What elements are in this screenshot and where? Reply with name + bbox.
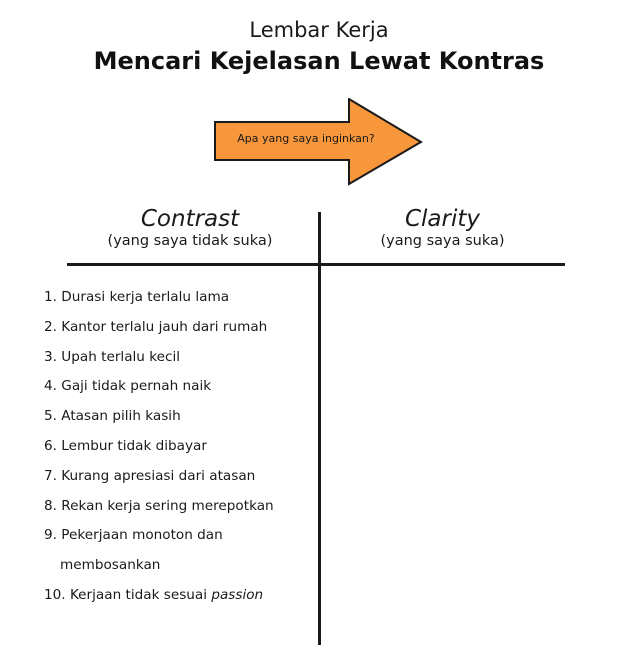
list-item: 9. Pekerjaan monoton dan bbox=[44, 527, 223, 544]
table-vertical-divider bbox=[318, 212, 321, 645]
page-title: Mencari Kejelasan Lewat Kontras bbox=[93, 47, 545, 75]
list-item: 4. Gaji tidak pernah naik bbox=[44, 378, 212, 395]
list-item-continuation: membosankan bbox=[60, 557, 161, 574]
list-item: 7. Kurang apresiasi dari atasan bbox=[44, 467, 256, 484]
list-item: 6. Lembur tidak dibayar bbox=[44, 437, 207, 454]
clarity-column-header bbox=[325, 206, 560, 249]
contrast-heading: Contrast bbox=[140, 206, 240, 232]
list-item-emphasis: passion bbox=[211, 586, 264, 603]
list-item-text: 10. Kerjaan tidak sesuai bbox=[44, 586, 212, 603]
list-item: 2. Kantor terlalu jauh dari rumah bbox=[44, 318, 268, 335]
list-item: 8. Rekan kerja sering merepotkan bbox=[44, 497, 274, 514]
clarity-heading: Clarity bbox=[404, 206, 481, 232]
worksheet-subtitle: Lembar Kerja bbox=[249, 18, 389, 42]
contrast-list bbox=[44, 288, 274, 616]
list-item: 3. Upah terlalu kecil bbox=[44, 348, 181, 365]
table-horizontal-divider bbox=[67, 263, 565, 266]
list-item: 1. Durasi kerja terlalu lama bbox=[44, 289, 230, 305]
list-item bbox=[44, 586, 274, 616]
arrow-label: Apa yang saya inginkan? bbox=[237, 132, 375, 145]
contrast-column-header bbox=[70, 206, 310, 249]
clarity-subheading: (yang saya suka) bbox=[380, 233, 505, 249]
list-item: 5. Atasan pilih kasih bbox=[44, 408, 181, 425]
contrast-subheading: (yang saya tidak suka) bbox=[107, 233, 273, 249]
